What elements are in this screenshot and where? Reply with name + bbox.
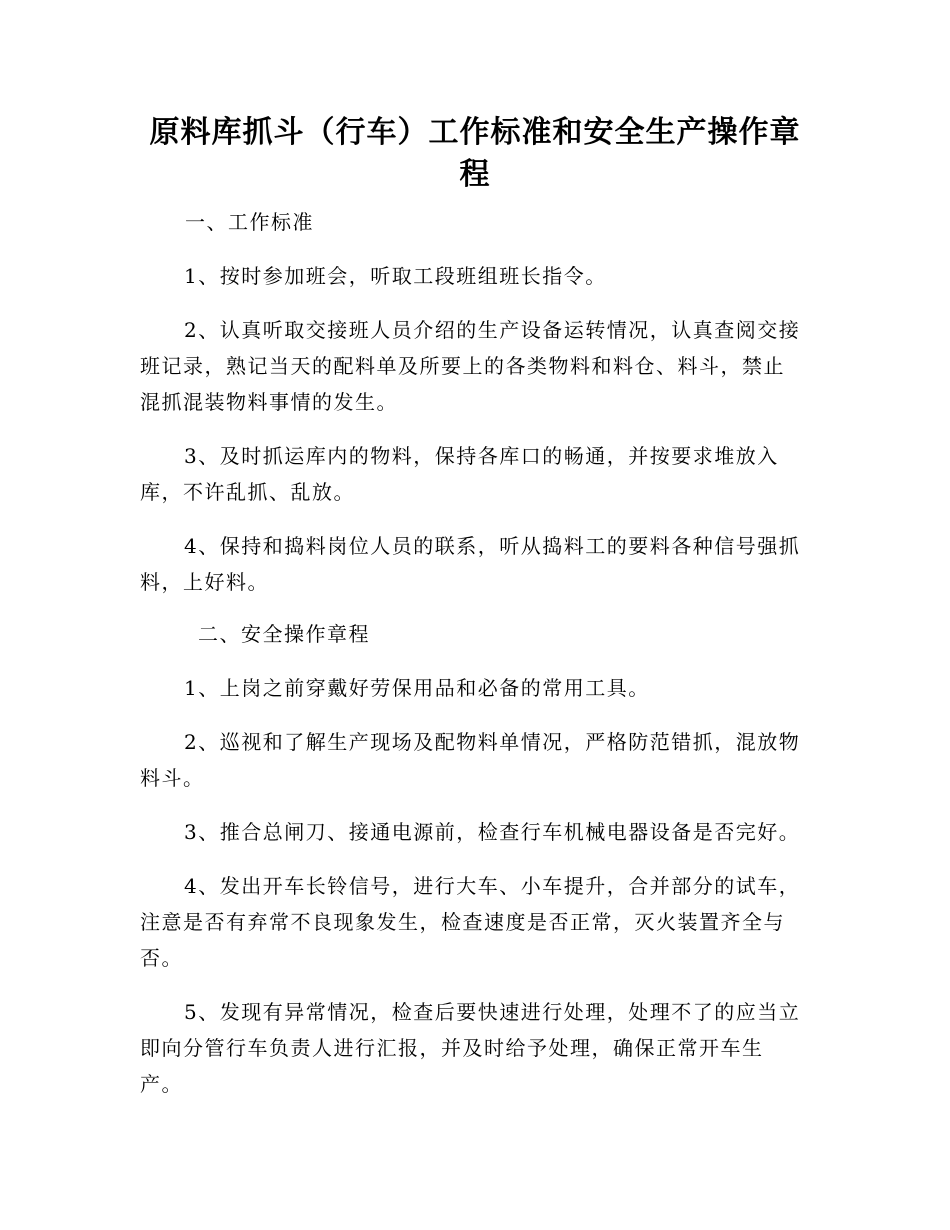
section-heading-work-standards: 一、工作标准 <box>185 210 314 234</box>
work-standard-item-4: 4、保持和捣料岗位人员的联系，听从捣料工的要料各种信号强抓料，上好料。 <box>140 534 801 594</box>
safety-rule-item-3: 3、推合总闸刀、接通电源前，检查行车机械电器设备是否完好。 <box>184 820 801 844</box>
work-standard-item-2: 2、认真听取交接班人员介绍的生产设备运转情况，认真查阅交接班记录，熟记当天的配料单及所要上的各类物料和料仓、料斗，禁止混抓混装物料事情的发生。 <box>140 318 801 414</box>
safety-rule-item-2: 2、巡视和了解生产现场及配物料单情况，严格防范错抓，混放物料斗。 <box>140 730 801 790</box>
safety-rule-item-1: 1、上岗之前穿戴好劳保用品和必备的常用工具。 <box>184 676 650 700</box>
safety-rule-item-5: 5、发现有异常情况，检查后要快速进行处理，处理不了的应当立即向分管行车负责人进行汇报，并及时给予处理，确保正常开车生产。 <box>140 1000 801 1096</box>
document-title: 原料库抓斗（行车）工作标准和安全生产操作章程 <box>149 115 801 192</box>
safety-rule-item-4: 4、发出开车长铃信号，进行大车、小车提升，合并部分的试车，注意是否有弃常不良现象发生，检查速度是否正常，灭火装置齐全与否。 <box>140 874 801 970</box>
work-standard-item-1: 1、按时参加班会，听取工段班组班长指令。 <box>184 264 607 288</box>
work-standard-item-3: 3、及时抓运库内的物料，保持各库口的畅通，并按要求堆放入库，不许乱抓、乱放。 <box>140 444 779 504</box>
section-heading-safety-rules: 二、安全操作章程 <box>198 622 370 646</box>
